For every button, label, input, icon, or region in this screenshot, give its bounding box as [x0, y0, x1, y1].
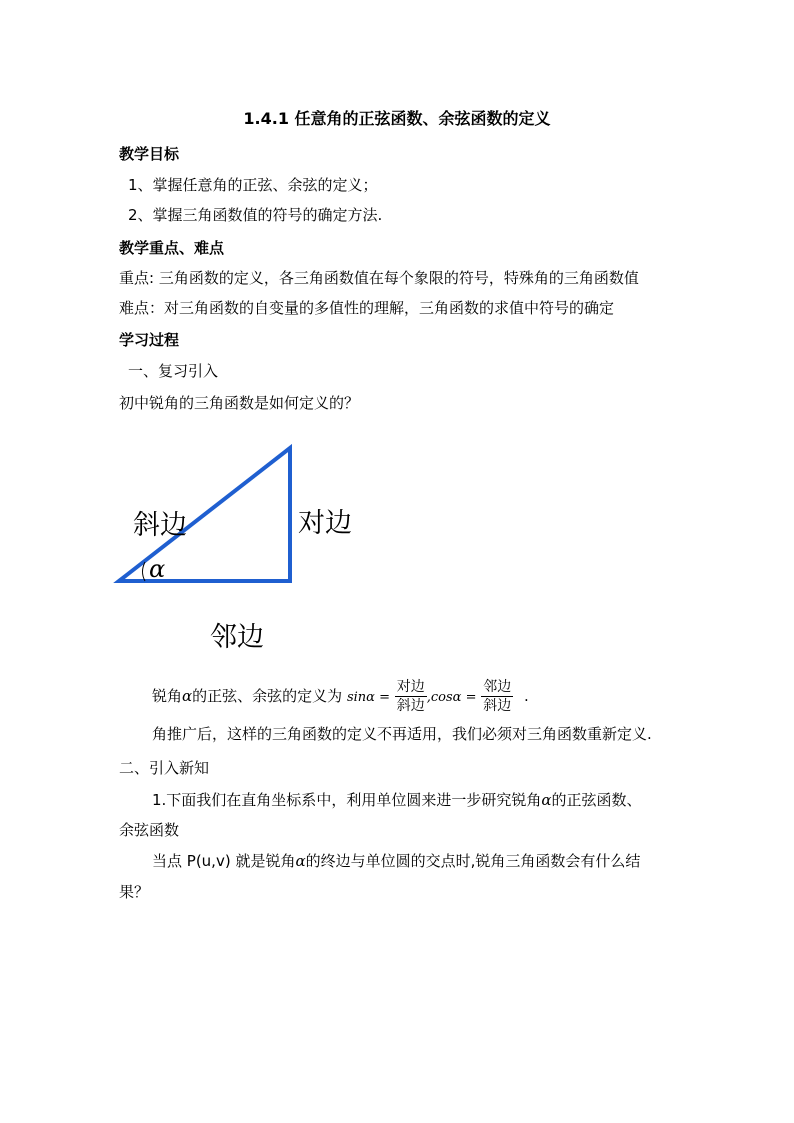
label-angle-alpha: α	[149, 555, 166, 583]
p2-text-b: 的终边与单位圆的交点时,锐角三角函数会有什么结	[305, 852, 641, 870]
p2-text-a: 当点 P(u,v) 就是锐角	[152, 852, 296, 870]
formula-end: .	[524, 687, 529, 705]
goal-item-2: 2、掌握三角函数值的符号的确定方法.	[128, 206, 383, 224]
p1-text-b: 的正弦函数、	[551, 791, 642, 809]
goal-item-1: 1、掌握任意角的正弦、余弦的定义；	[128, 176, 378, 194]
cos-denominator: 斜边	[483, 698, 512, 714]
cos-numerator: 邻边	[483, 679, 512, 695]
paragraph-2-line-1	[152, 851, 640, 871]
page-title: 1.4.1 任意角的正弦函数、余弦函数的定义	[243, 109, 551, 128]
heading-process: 学习过程	[119, 331, 180, 349]
difficulties-text: 难点：对三角函数的自变量的多值性的理解，三角函数的求值中符号的确定	[119, 299, 615, 317]
sin-cos-definition-formula	[152, 678, 529, 720]
cos-lhs: cosα =	[430, 690, 477, 705]
question-text: 初中锐角的三角函数是如何定义的？	[119, 394, 360, 412]
paragraph-2-line-2: 果？	[119, 883, 150, 901]
key-points-text: 重点: 三角函数的定义，各三角函数值在每个象限的符号，特殊角的三角函数值	[119, 269, 639, 287]
formula-separator: ,	[426, 690, 431, 705]
right-triangle-figure	[100, 436, 420, 666]
section-review-heading: 一、复习引入	[128, 362, 219, 380]
formula-prefix: 锐角	[152, 687, 183, 705]
extension-paragraph: 角推广后，这样的三角函数的定义不再适用，我们必须对三角函数重新定义.	[152, 725, 652, 743]
sin-numerator: 对边	[396, 679, 425, 695]
paragraph-1-line-1	[152, 790, 641, 810]
sin-denominator: 斜边	[396, 698, 425, 714]
label-adjacent: 邻边	[210, 622, 264, 653]
sin-fraction	[395, 678, 427, 715]
label-opposite: 对边	[298, 508, 352, 539]
triangle-diagram	[100, 436, 420, 666]
p2-alpha: α	[295, 852, 306, 870]
p1-alpha: α	[541, 791, 552, 809]
heading-key-points: 教学重点、难点	[119, 239, 225, 257]
formula-alpha: α	[182, 687, 193, 705]
paragraph-1-line-2: 余弦函数	[119, 821, 180, 839]
label-hypotenuse: 斜边	[133, 510, 187, 541]
cos-fraction	[481, 678, 513, 715]
heading-goals: 教学目标	[119, 145, 180, 163]
formula-mid: 的正弦、余弦的定义为	[192, 687, 343, 705]
p1-text-a: 1.下面我们在直角坐标系中，利用单位圆来进一步研究锐角	[152, 791, 542, 809]
section-new-knowledge-heading: 二、引入新知	[119, 759, 210, 777]
sin-lhs: sinα =	[346, 690, 390, 705]
